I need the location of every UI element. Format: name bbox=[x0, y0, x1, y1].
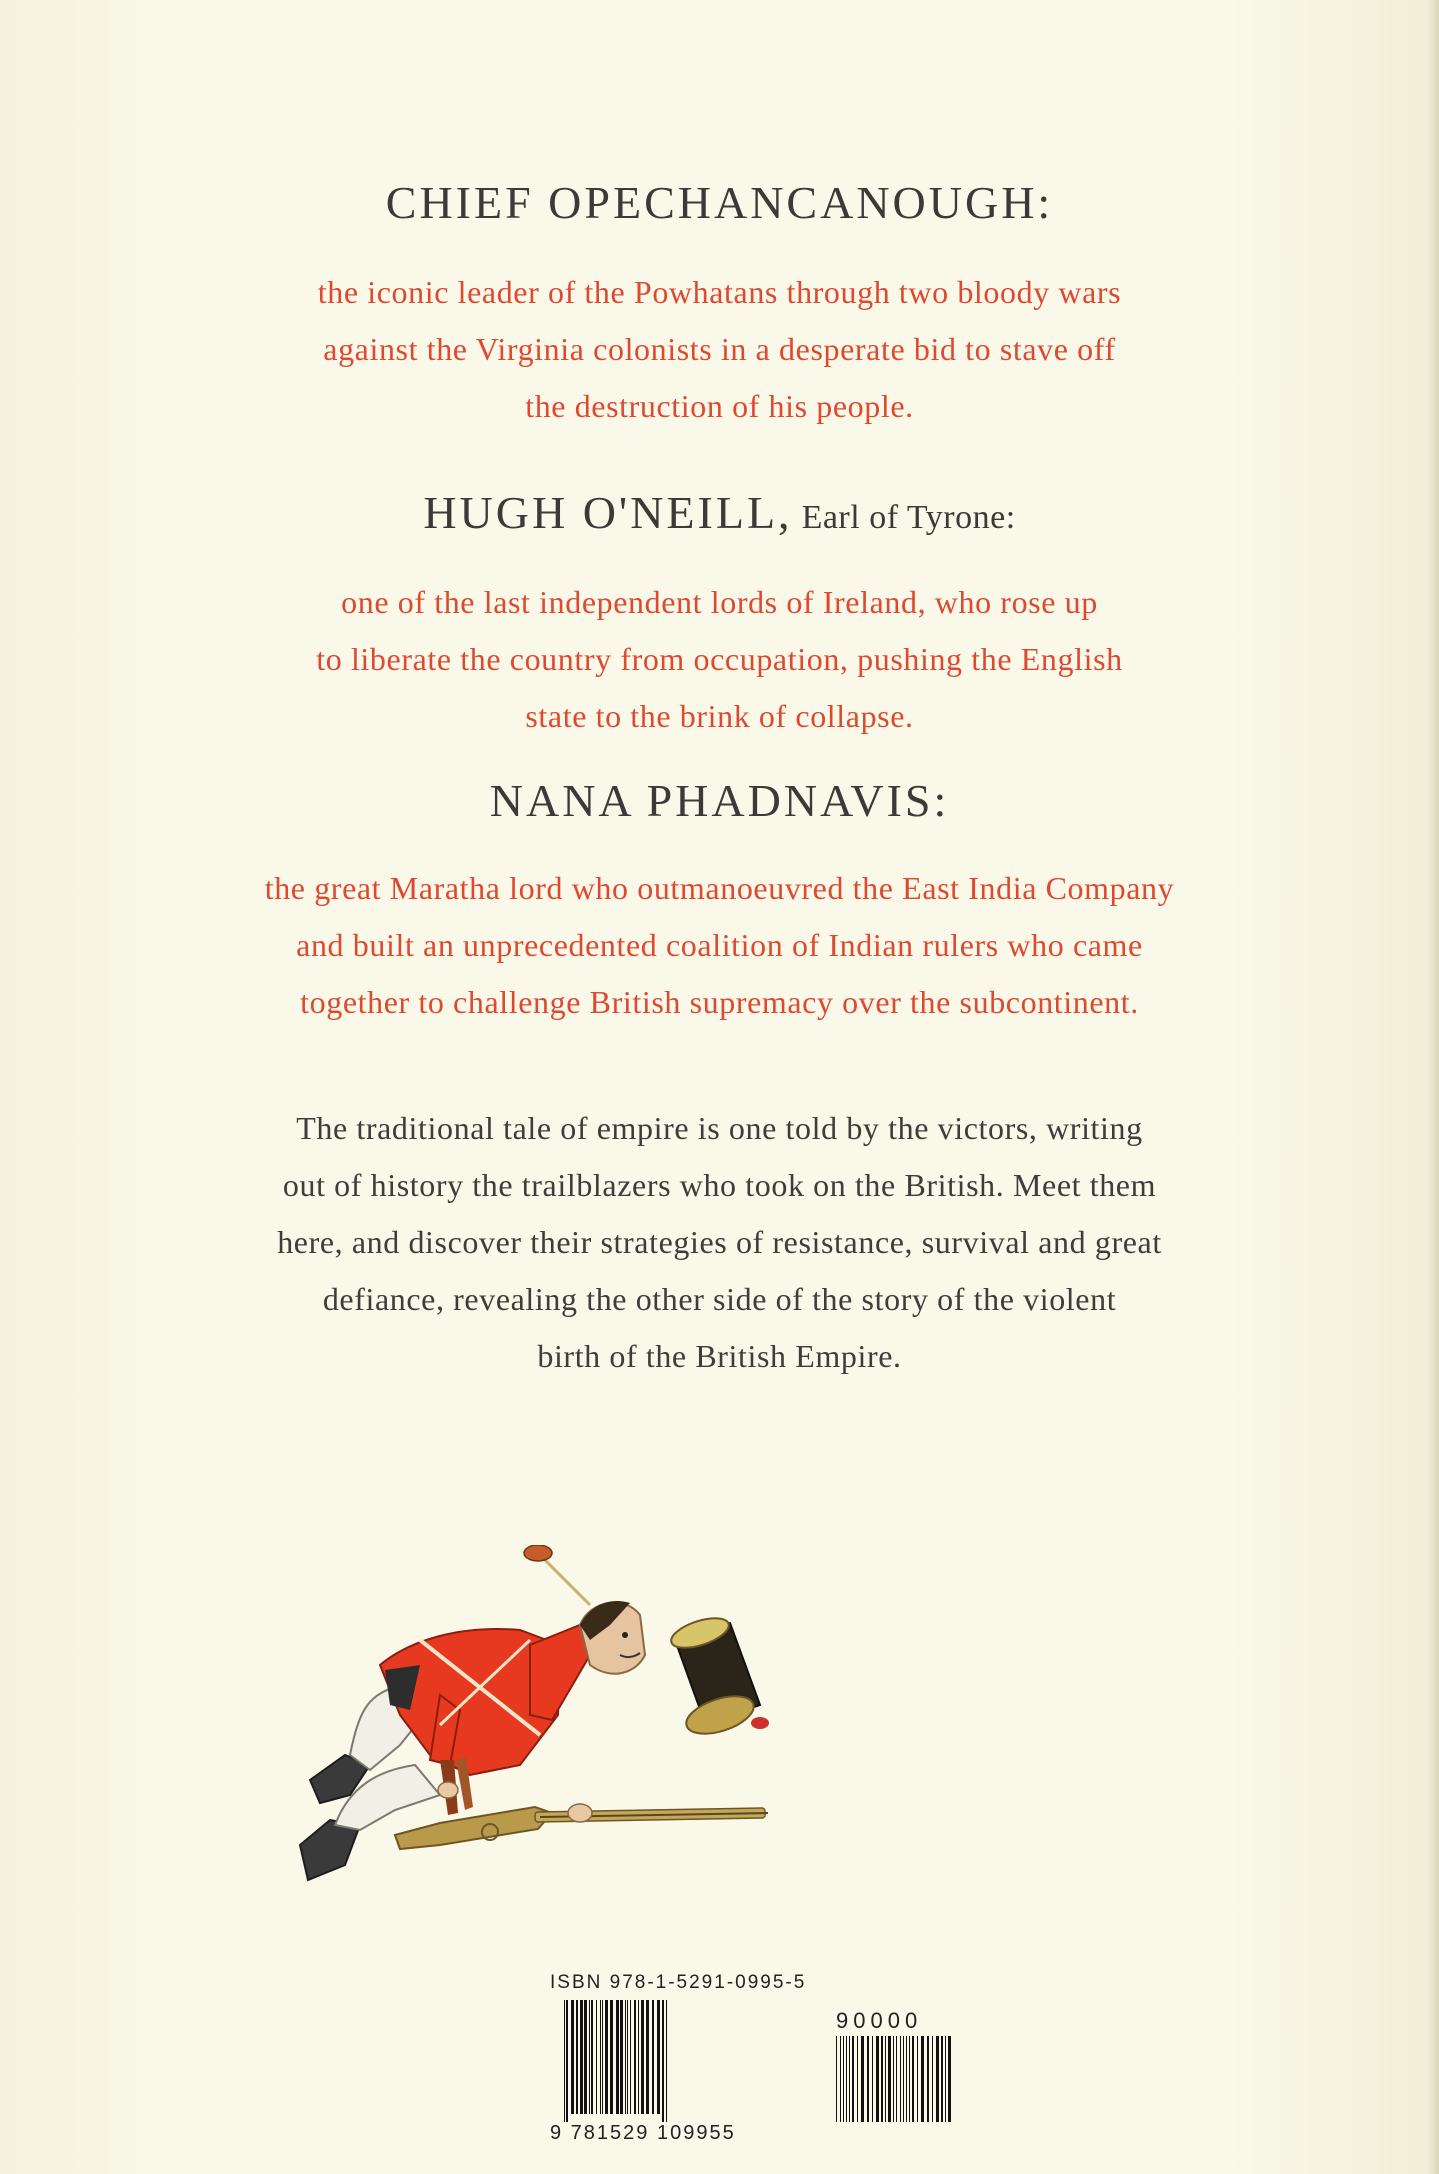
fallen-top-hat bbox=[668, 1612, 769, 1741]
section-description bbox=[0, 574, 1439, 745]
barcode-bars bbox=[550, 2000, 970, 2125]
addon-bar bbox=[843, 2036, 844, 2122]
soldier-right-hand bbox=[568, 1804, 592, 1822]
addon-bar bbox=[896, 2036, 897, 2122]
heading-name: HUGH O'NEILL, bbox=[423, 487, 793, 538]
addon-bar bbox=[888, 2036, 891, 2122]
addon-bar bbox=[893, 2036, 894, 2122]
addon-bar bbox=[912, 2036, 914, 2122]
addon-bar bbox=[840, 2036, 841, 2122]
addon-bar bbox=[846, 2036, 847, 2122]
barcode-bar bbox=[662, 2000, 664, 2122]
addon-bar bbox=[948, 2036, 951, 2122]
barcode-bar bbox=[576, 2000, 578, 2114]
fallen-redcoat-soldier-illustration bbox=[290, 1545, 990, 1945]
heading-name: CHIEF OPECHANCANOUGH: bbox=[385, 177, 1054, 228]
barcode-bar bbox=[584, 2000, 587, 2114]
description-line: and built an unprecedented coalition of Indian rulers who came bbox=[296, 927, 1143, 963]
addon-bar bbox=[941, 2036, 943, 2122]
isbn-barcode-block bbox=[550, 1972, 970, 2162]
barcode-bar bbox=[657, 2000, 660, 2114]
blurb-paragraph bbox=[0, 1100, 1439, 1385]
heading-suffix: Earl of Tyrone: bbox=[792, 499, 1016, 536]
addon-bar bbox=[876, 2036, 879, 2122]
barcode-bar bbox=[616, 2000, 619, 2114]
blurb-line: defiance, revealing the other side of the story of the violent bbox=[322, 1281, 1117, 1317]
section-heading bbox=[0, 487, 1439, 538]
barcode-bar bbox=[625, 2000, 626, 2114]
barcode-bar bbox=[564, 2000, 565, 2122]
addon-bar bbox=[932, 2036, 933, 2122]
description-line: together to challenge British supremacy over the subcontinent. bbox=[300, 984, 1139, 1020]
barcode-bar bbox=[610, 2000, 613, 2114]
barcode-digits: 9 781529 109955 bbox=[550, 2122, 736, 2144]
addon-bar bbox=[849, 2036, 850, 2122]
description-line: against the Virginia colonists in a desperate bid to stave off bbox=[323, 331, 1116, 367]
barcode-bar bbox=[630, 2000, 631, 2114]
addon-bar bbox=[861, 2036, 864, 2122]
addon-bar bbox=[852, 2036, 854, 2122]
section-heading bbox=[0, 177, 1439, 228]
barcode-bar bbox=[571, 2000, 574, 2114]
barcode-bar bbox=[627, 2000, 628, 2114]
barcode-bar bbox=[641, 2000, 644, 2114]
addon-bar bbox=[885, 2036, 886, 2122]
section-oneill bbox=[0, 487, 1439, 745]
barcode-bar bbox=[596, 2000, 597, 2114]
barcode-bar bbox=[602, 2000, 603, 2114]
addon-bar bbox=[903, 2036, 904, 2122]
description-line: one of the last independent lords of Ireland, who rose up bbox=[341, 584, 1098, 620]
isbn-label: ISBN 978-1-5291-0995-5 bbox=[550, 1972, 807, 1993]
description-line: the iconic leader of the Powhatans through two bloody wars bbox=[317, 274, 1122, 310]
barcode-bar bbox=[580, 2000, 583, 2114]
addon-bar bbox=[867, 2036, 869, 2122]
section-phadnavis bbox=[0, 775, 1439, 1031]
addon-bar bbox=[927, 2036, 929, 2122]
addon-bar bbox=[906, 2036, 907, 2122]
description-line: state to the brink of collapse. bbox=[525, 698, 914, 734]
barcode-bar bbox=[638, 2000, 639, 2114]
barcode-bar bbox=[646, 2000, 649, 2114]
barcode-bar bbox=[634, 2000, 636, 2114]
barcode-bar bbox=[600, 2000, 601, 2114]
description-line: the great Maratha lord who outmanoeuvred the East India Company bbox=[264, 870, 1175, 906]
addon-bar bbox=[881, 2036, 883, 2122]
blurb-line: The traditional tale of empire is one told by the victors, writing bbox=[296, 1110, 1143, 1146]
barcode-bar bbox=[652, 2000, 654, 2114]
section-heading bbox=[0, 775, 1439, 826]
addon-bar bbox=[936, 2036, 939, 2122]
price-addon-digits: 90000 bbox=[836, 2008, 923, 2033]
section-opechancanough bbox=[0, 177, 1439, 435]
barcode-bar bbox=[666, 2000, 667, 2122]
addon-bar bbox=[945, 2036, 946, 2122]
addon-bar bbox=[872, 2036, 873, 2122]
section-description bbox=[0, 264, 1439, 435]
barcode-bar bbox=[566, 2000, 568, 2122]
addon-bar bbox=[917, 2036, 918, 2122]
description-line: the destruction of his people. bbox=[525, 388, 914, 424]
barcode-bar bbox=[589, 2000, 590, 2114]
heading-name: NANA PHADNAVIS: bbox=[489, 775, 950, 826]
addon-bar bbox=[921, 2036, 924, 2122]
barcode-bar bbox=[620, 2000, 623, 2114]
description-line: to liberate the country from occupation, pushing the English bbox=[316, 641, 1123, 677]
blurb-line: here, and discover their strategies of resistance, survival and great bbox=[277, 1224, 1162, 1260]
section-description bbox=[0, 860, 1439, 1031]
blurb-line: out of history the trailblazers who took on the British. Meet them bbox=[282, 1167, 1157, 1203]
addon-bar bbox=[909, 2036, 910, 2122]
barcode-bar bbox=[591, 2000, 593, 2114]
addon-bar bbox=[900, 2036, 901, 2122]
soldier-left-hand bbox=[438, 1782, 458, 1798]
blurb-line: birth of the British Empire. bbox=[537, 1338, 902, 1374]
addon-bar bbox=[836, 2036, 837, 2122]
addon-bar bbox=[857, 2036, 858, 2122]
barcode-bar bbox=[605, 2000, 608, 2114]
